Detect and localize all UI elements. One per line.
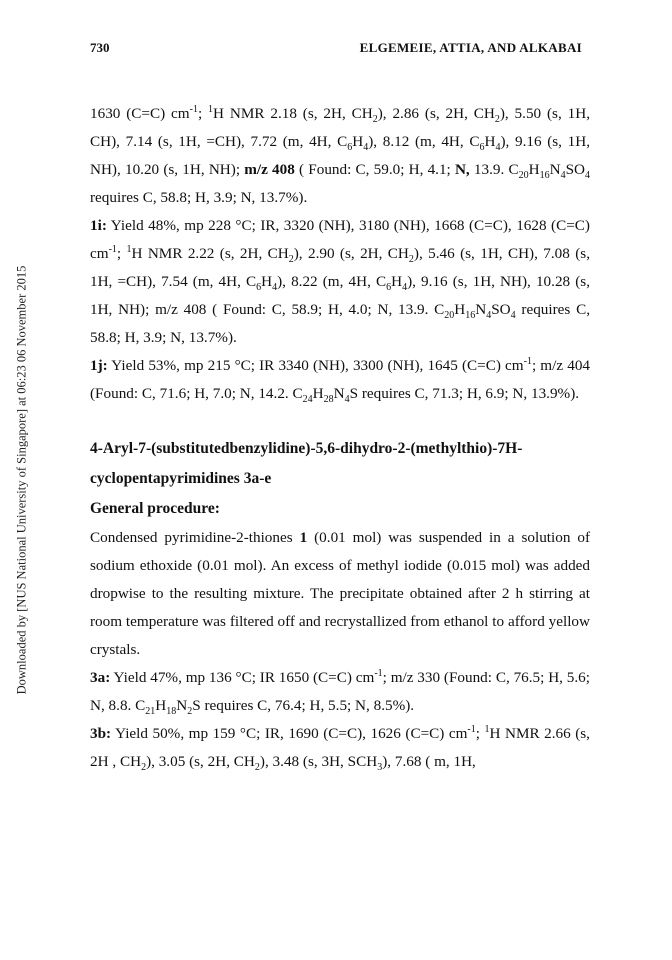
compound-1j-data: 1j: Yield 53%, mp 215 °C; IR 3340 (NH), 3300 (NH), 1645 (C=C) $cm^{-1}$; m/z 404 (Found: C, 71.6; H, 7.0; N, 14.2. $C_{24}H_{28}N_4S$ requires C, 71.3; H, 6.9; N, 13.9%). xyxy=(90,355,591,406)
running-title: ELGEMEIE, ATTIA, AND ALKABAI xyxy=(359,40,582,55)
compound-3a-label: 3a: xyxy=(90,669,111,686)
compound-3b-label: 3b: xyxy=(90,725,112,742)
compound-1j-label: 1j: xyxy=(90,357,108,374)
download-watermark-text: Downloaded by [NUS National University of Singapore] at 06:23 06 November 2015 xyxy=(14,265,29,695)
compound-1i-data: 1i: Yield 48%, mp 228 °C; IR, 3320 (NH), 3180 (NH), 1668 (C=C), 1628 (C=C) $cm^{-1}$; $^1$H NMR 2.22 (s, 2H, $CH_2$), 2.90 (s, 2H, $CH_2$), 5.46 (s, 1H, CH), 7.08 (s, 1H, =CH), 7.54 (m, 4H, $C_6H_4$), 8.22 (m, 4H, $C_6H_4$), 9.16 (s, 1H, NH), 10.28 (s, 1H, NH); m/z 408 ( Found: C, 58.9; H, 4.0; N, 13.9. $C_{20}H_{16}N_4SO_4$ requires C, 58.8; H, 3.9; N, 13.7%). xyxy=(90,217,590,346)
page-number: 730 xyxy=(90,40,110,55)
compound-1h-data-continued: 1630 (C=C) $cm^{-1}$; $^1$H NMR 2.18 (s, 2H, $CH_2$), 2.86 (s, 2H, $CH_2$), 5.50 (s, 1H, CH), 7.14 (s, 1H, =CH), 7.72 (m, 4H, $C_6H_4$), 8.12 (m, 4H, $C_6H_4$), 9.16 (s, 1H, NH), 10.20 (s, 1H, NH); m/z 408 ( Found: C, 59.0; H, 4.1; N, 13.9. $C_{20}H_{16}N_4SO_4$ requires C, 58.8; H, 3.9; N, 13.7%). xyxy=(90,103,591,206)
compound-3b-data: 3b: Yield 50%, mp 159 °C; IR, 1690 (C=C), 1626 (C=C) $cm^{-1}$; $^1$H NMR 2.66 (s, 2H , $CH_2$), 3.05 (s, 2H, $CH_2$), 3.48 (s, 3H, $SCH_3$), 7.68 ( m, 1H, xyxy=(90,723,590,774)
section-heading: 4-Aryl-7-(substitutedbenzylidine)-5,6-dihydro-2-(methylthio)-7H-cyclopentapyrimidines 3a-e xyxy=(90,440,523,487)
compound-3a-data: 3a: Yield 47%, mp 136 °C; IR 1650 (C=C) $cm^{-1}$; m/z 330 (Found: C, 76.5; H, 5.6; N, 8.8. $C_{21}H_{18}N_2S$ requires C, 76.4; H, 5.5; N, 8.5%). xyxy=(90,667,590,718)
compound-1i-label: 1i: xyxy=(90,217,107,234)
general-procedure-heading: General procedure: xyxy=(90,500,220,517)
general-procedure-text: Condensed pyrimidine-2-thiones 1 (0.01 mol) was suspended in a solution of sodium ethoxide (0.01 mol). An excess of methyl iodide (0.015 mol) was added dropwise to the resulting mixture. The precipitate obtained after 2 h stirring at room temperature was filtered off and recrystallized from ethanol to afford yellow crystals. xyxy=(90,529,590,658)
running-header xyxy=(90,40,582,60)
article-body xyxy=(90,100,590,776)
